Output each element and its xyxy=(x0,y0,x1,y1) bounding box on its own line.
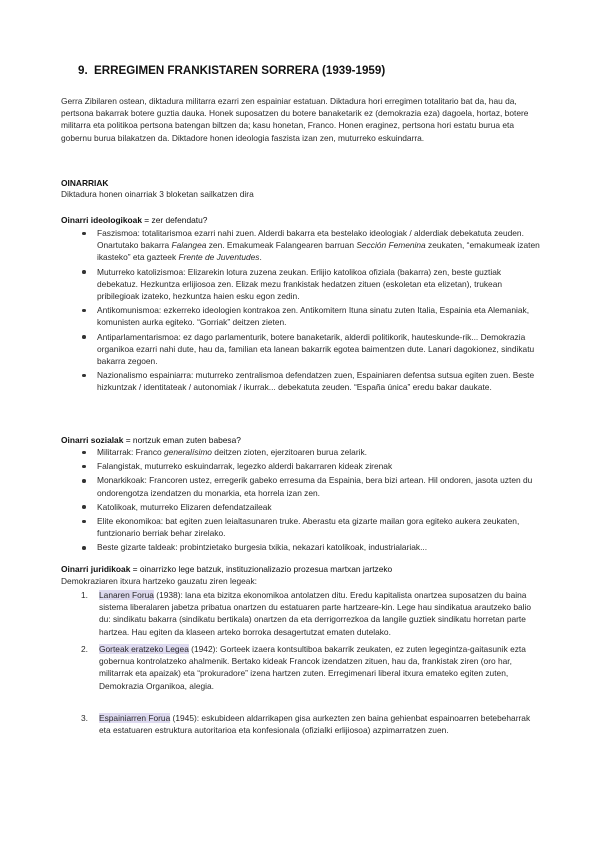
item-text: Faszismoa: totalitarismoa ezarri nahi zuen. Alderdi bakarra eta bestelako ideologiak / alderdiak debekatuta zeuden. Onartutako bakarra xyxy=(97,228,524,251)
juridikoak-title xyxy=(61,563,541,575)
list-item-faszismoa xyxy=(97,227,543,264)
item-italic: Falangea xyxy=(171,240,207,251)
law-number: 3. xyxy=(81,713,88,723)
title-number: 9. xyxy=(78,64,88,77)
juridikoak-header xyxy=(61,563,541,587)
page-title xyxy=(78,63,385,78)
list-item-katolizismoa: Muturreko katolizismoa: Elizarekin lotura zuzena zeukan. Erlijio katolikoa ofiziala (bakarra) zen, beste guztiak debekatuz. Hezkuntza erlijiosoa zen. Elizak mezu frankistak hedatzen zituen (eskoletan eta elizetan), trukean pribilegioak izateko, hezkuntza haien esku egon zedin. xyxy=(97,266,543,303)
oinarriak-lead: Diktadura honen oinarriak 3 bloketan sailkatzen dira xyxy=(61,189,254,199)
law-text: (1942): Gorteek izaera kontsultiboa bakarrik zeukaten, ez zuten legegintza-gaitasunik ezta gobernua kontrolatzeko ahalmenik. Bertako kideak Francok izendatzen zituen, hau da, frankistak ziren (oro har, militarrak eta apaizak) eta “prokuradore” izena hartzen zuten. Erregimenari liberal itxura emateko egiten zuten, Demokrazia Organikoa, alegia. xyxy=(99,644,526,691)
list-item-monarkikoak: Monarkikoak: Francoren ustez, erregerik gabeko erresuma da Espainia, bera bizi artean. Hil ondoren, jasota uzten du ondorengotza izendatzen du monarkia, eta horrela izan zen. xyxy=(97,474,543,498)
list-item-elite-ekonomikoa: Elite ekonomikoa: bat egiten zuen leialtasunaren truke. Aberastu eta gizarte mailan gora egiteko aukera zeukaten, funtzionario berriak behar zirelako. xyxy=(97,515,543,539)
juridikoak-title-bold: Oinarri juridikoak xyxy=(61,564,131,574)
item-italic: Frente de Juventudes xyxy=(178,252,260,263)
title-text: ERREGIMEN FRANKISTAREN SORRERA (1939-1959) xyxy=(94,64,386,77)
law-name: Lanaren Forua xyxy=(99,590,154,600)
sozialak-title-rest: = nortzuk eman zuten babesa? xyxy=(123,435,241,445)
law-item-lanaren-forua xyxy=(81,589,542,638)
list-item-antiparlamentarismoa: Antiparlamentarismoa: ez dago parlamenturik, botere banaketarik, alderdi politikorik, hauteskunde-rik... Demokrazia organikoa ezarri nahi dute, hau da, familian eta lanean bakarrik egotea baimentzen dute. Lanari dagokionez, sindikatu bakarra zegoen. xyxy=(97,331,543,368)
list-item-antikomunismoa: Antikomunismoa: ezkerreko ideologien kontrakoa zen. Antikomitern Ituna sinatu zuten Italia, Espainia eta Alemaniak, komunisten aurka egiteko. “Gorriak” deitzen zieten. xyxy=(97,304,543,328)
law-name: Gorteak eratzeko Legea xyxy=(99,644,189,654)
list-item-falangistak: Falangistak, muturreko eskuindarrak, legezko alderdi bakarraren kideak zirenak xyxy=(97,460,543,472)
item-italic: generalísimo xyxy=(164,447,212,457)
list-item-militarrak xyxy=(97,446,543,458)
list-item-nazionalismoa: Nazionalismo espainiarra: muturreko zentralismoa defendatzen zuen, Espainiaren defentsa sutsua egiten zuen. Beste hizkuntzak / identitateak / autonomiak / ikurrak... debekatuta zeuden. “España única” eredu bakar daukate. xyxy=(97,369,543,393)
list-item-beste-gizarte-taldeak: Beste gizarte taldeak: probintzietako burgesia txikia, nekazari katolikoak, industrialariak... xyxy=(97,541,543,553)
item-text: zeukaten, “emakumeak izaten ikasteko” eta gazteek xyxy=(97,240,540,263)
law-name: Espainiarren Forua xyxy=(99,713,171,723)
sozialak-title xyxy=(61,434,541,446)
ideologikoak-title-bold: Oinarri ideologikoak xyxy=(61,215,142,225)
item-text: deitzen zioten, ejerzitoaren burua zelarik. xyxy=(211,447,367,457)
juridikoak-title-rest: = oinarrizko lege batzuk, instituzionalizazio prozesua martxan jartzeko xyxy=(130,564,393,574)
ideologikoak-title xyxy=(61,214,541,226)
oinarriak-heading: OINARRIAK xyxy=(61,178,109,188)
law-item-gorteak xyxy=(81,643,542,692)
intro-paragraph: Gerra Zibilaren ostean, diktadura militarra ezarri zen espainiar estatuan. Diktadura hori erregimen totalitario bat da, hau da, pertsona bakarrak botere guztia dauka. Honek suposatzen du botere banaketarik ez (demokrazia eza) dagoela, hortaz, botere militarra eta politikoa pertsona batengan biltzen da; kasu honetan, Franco. Honen eraginez, pertsona hori estatu burua eta gobernu burua bilakatzen da. Diktadore honen ideologia faszista izan zen, muturreko eskuindarra. xyxy=(61,96,529,143)
item-italic: Sección Femenina xyxy=(356,240,426,251)
item-text: zen. Emakumeak Falangearen barruan xyxy=(206,240,357,251)
law-text: (1945): eskubideen aldarrikapen gisa aurkezten zen baina gehienbat espainoarren betebeharrak eta estatuaren estruktura autoritarioa eta konfesionala (ofizialki erlijiosoa) azpimarratzen zuen. xyxy=(99,713,531,736)
law-item-espainiarren-forua xyxy=(81,712,542,736)
law-number: 2. xyxy=(81,644,88,654)
ideologikoak-list xyxy=(97,227,543,396)
sozialak-title-bold: Oinarri sozialak xyxy=(61,435,124,445)
item-text: . xyxy=(259,252,262,263)
sozialak-list xyxy=(97,446,543,556)
ideologikoak-title-rest: = zer defendatu? xyxy=(141,215,208,225)
item-text: Militarrak: Franco xyxy=(97,447,165,457)
law-text: (1938): lana eta bizitza ekonomikoa antolatzen ditu. Eredu kapitalista onartzea suposatzen du baina sistema liberalaren jabetza pribatua onartzen du estatuaren parte hartzeare-kin. Lege hau sindikatua arautzeko balio du: sindikatu bakarra (sindikatu bertikala) onartzen da eta derrigorrezkoa da langile guztiek sindikatu horretan parte hartzea. Hau egiten da klaseen arteko borroka desagertutzat ematen dutelako. xyxy=(99,590,532,637)
list-item-katolikoak: Katolikoak, muturreko Elizaren defendatzaileak xyxy=(97,501,543,513)
juridikoak-lead: Demokraziaren itxura hartzeko gauzatu ziren legeak: xyxy=(61,576,257,587)
law-number: 1. xyxy=(81,590,88,600)
